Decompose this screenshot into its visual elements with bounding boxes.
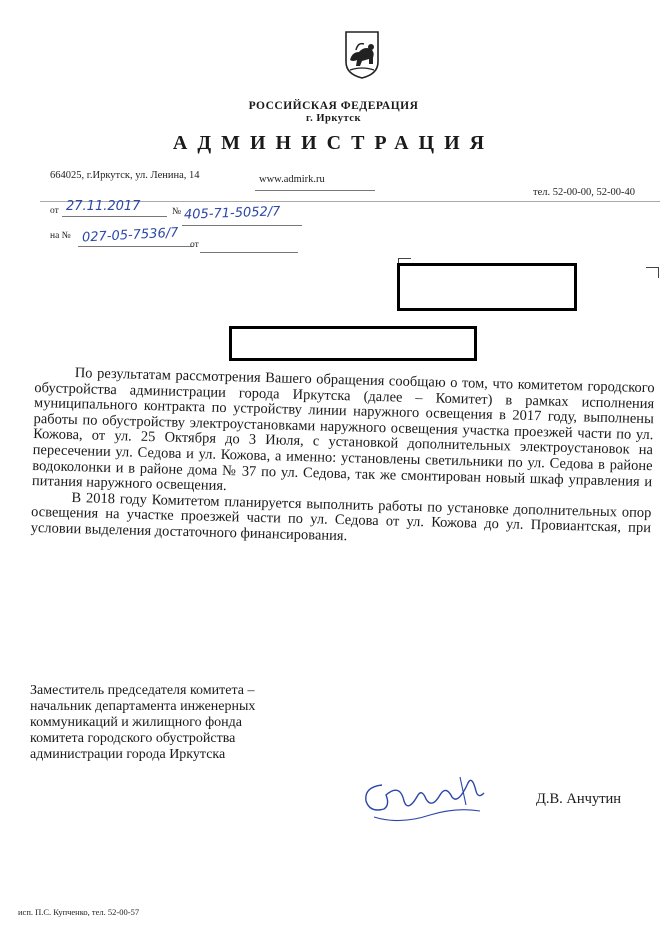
signatory-position	[30, 683, 330, 763]
reply-date-line	[200, 252, 298, 253]
redacted-recipient-name	[397, 263, 577, 311]
number-line	[182, 225, 302, 226]
signatory-name: Д.В. Анчутин	[536, 791, 622, 807]
body-paragraph-1: По результатам рассмотрения Вашего обращения сообщаю о том, что комитетом городского обустройства администрации города Иркутска (далее – Комитет) в рамках исполнения муниципального контракта по устройству линии наружного освещения в 2017 году, выполнены работы по обустройству электроустановками наружного освещения участка проезжей части по ул. Кожова, от ул. 25 Октября до 3 Июля, с установкой дополнительных электроустановок на пересечении ул. Седова и ул. Кожова, а именно: установлены светильники по ул. Седова в районе водоколонки и в районе дома № 37 по ул. Седова, так же смонтирован новый шкаф управления и питания наружного освещения.	[31, 365, 655, 495]
country-name: РОССИЙСКАЯ ФЕДЕРАЦИЯ	[248, 100, 419, 112]
letter-body	[31, 365, 655, 553]
coat-of-arms-emblem	[342, 30, 382, 80]
handwritten-number: 405-71-5052/7	[183, 204, 281, 223]
city-name: г. Иркутск	[306, 113, 361, 124]
date-line	[62, 216, 167, 217]
reply-date-label: от	[190, 240, 199, 250]
executor-info: исп. П.С. Купченко, тел. 52-00-57	[18, 907, 140, 917]
address-corner-right	[646, 267, 659, 278]
postal-address: 664025, г.Иркутск, ул. Ленина, 14	[50, 170, 200, 181]
position-line-3: коммуникаций и жилищного фонда	[30, 715, 243, 730]
website: www.admirk.ru	[259, 174, 325, 185]
handwritten-reply-number: 027-05-7536/7	[81, 225, 179, 246]
reply-number-line	[78, 246, 193, 247]
redacted-salutation	[229, 326, 477, 361]
phone-numbers: тел. 52-00-00, 52-00-40	[533, 187, 635, 198]
body-paragraph-2: В 2018 году Комитетом планируется выполнить работы по установке дополнительных опор освещения на участке проезжей части по ул. Седова от ул. Кожова до ул. Провиантская, при условии выделения достаточного финансирования.	[30, 489, 652, 545]
website-rule	[255, 190, 375, 191]
number-label: №	[172, 207, 182, 217]
reply-number-label: на №	[50, 231, 71, 241]
handwritten-date: 27.11.2017	[66, 199, 141, 214]
position-line-1: Заместитель председателя комитета –	[30, 683, 255, 698]
handwritten-signature	[360, 765, 490, 835]
position-line-2: начальник департамента инженерных	[30, 699, 256, 714]
position-line-4: комитета городского обустройства	[30, 731, 236, 746]
organization-title: АДМИНИСТРАЦИЯ	[172, 132, 495, 154]
position-line-5: администрации города Иркутска	[30, 747, 226, 762]
date-label: от	[50, 206, 59, 216]
